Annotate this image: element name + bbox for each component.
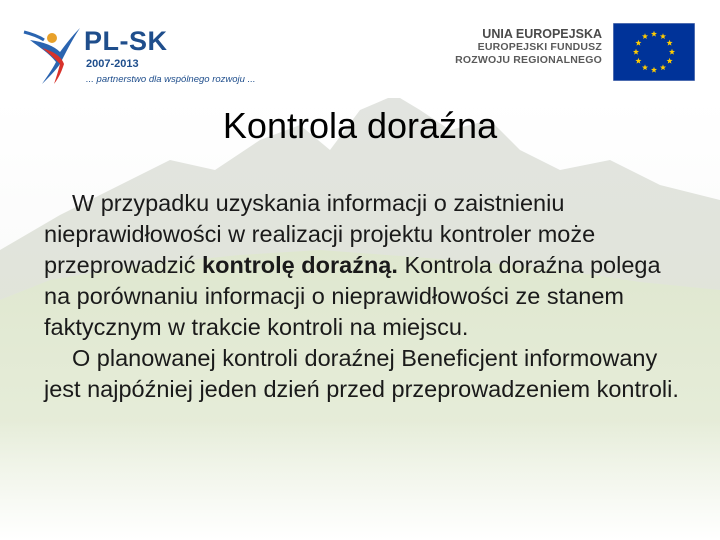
eu-line-1: UNIA EUROPEJSKA xyxy=(482,27,602,41)
logo-tagline: ... partnerstwo dla wspólnego rozwoju ... xyxy=(86,74,256,85)
eu-line-3: ROZWOJU REGIONALNEGO xyxy=(455,54,602,66)
eu-funding-text xyxy=(455,28,602,67)
paragraph-1-bold-text: kontrolę doraźną. xyxy=(202,252,398,278)
slide-title: Kontrola doraźna xyxy=(222,105,498,146)
slide-body xyxy=(44,188,684,405)
paragraph-1 xyxy=(44,188,684,343)
paragraph-1-text-start: W przypadku uzyskania informacji o zaistnieniu nieprawidłowości w realizacji projektu kontroler może przeprowadzić xyxy=(44,190,596,278)
logo-years: 2007-2013 xyxy=(86,58,139,70)
header-bar xyxy=(0,0,720,98)
paragraph-1-text-end: Kontrola doraźna polega na porównaniu informacji o nieprawidłowości ze stanem faktycznym w trakcie kontroli na miejscu. xyxy=(44,252,661,340)
eu-flag-icon xyxy=(613,23,695,81)
plsk-logo xyxy=(22,18,262,88)
paragraph-2: O planowanej kontroli doraźnej Beneficjent informowany jest najpóźniej jeden dzień przed przeprowadzeniem kontroli. xyxy=(44,345,679,402)
eu-line-2: EUROPEJSKI FUNDUSZ xyxy=(477,41,602,53)
logo-title: PL-SK xyxy=(84,26,168,56)
plsk-figure-icon xyxy=(22,18,84,88)
